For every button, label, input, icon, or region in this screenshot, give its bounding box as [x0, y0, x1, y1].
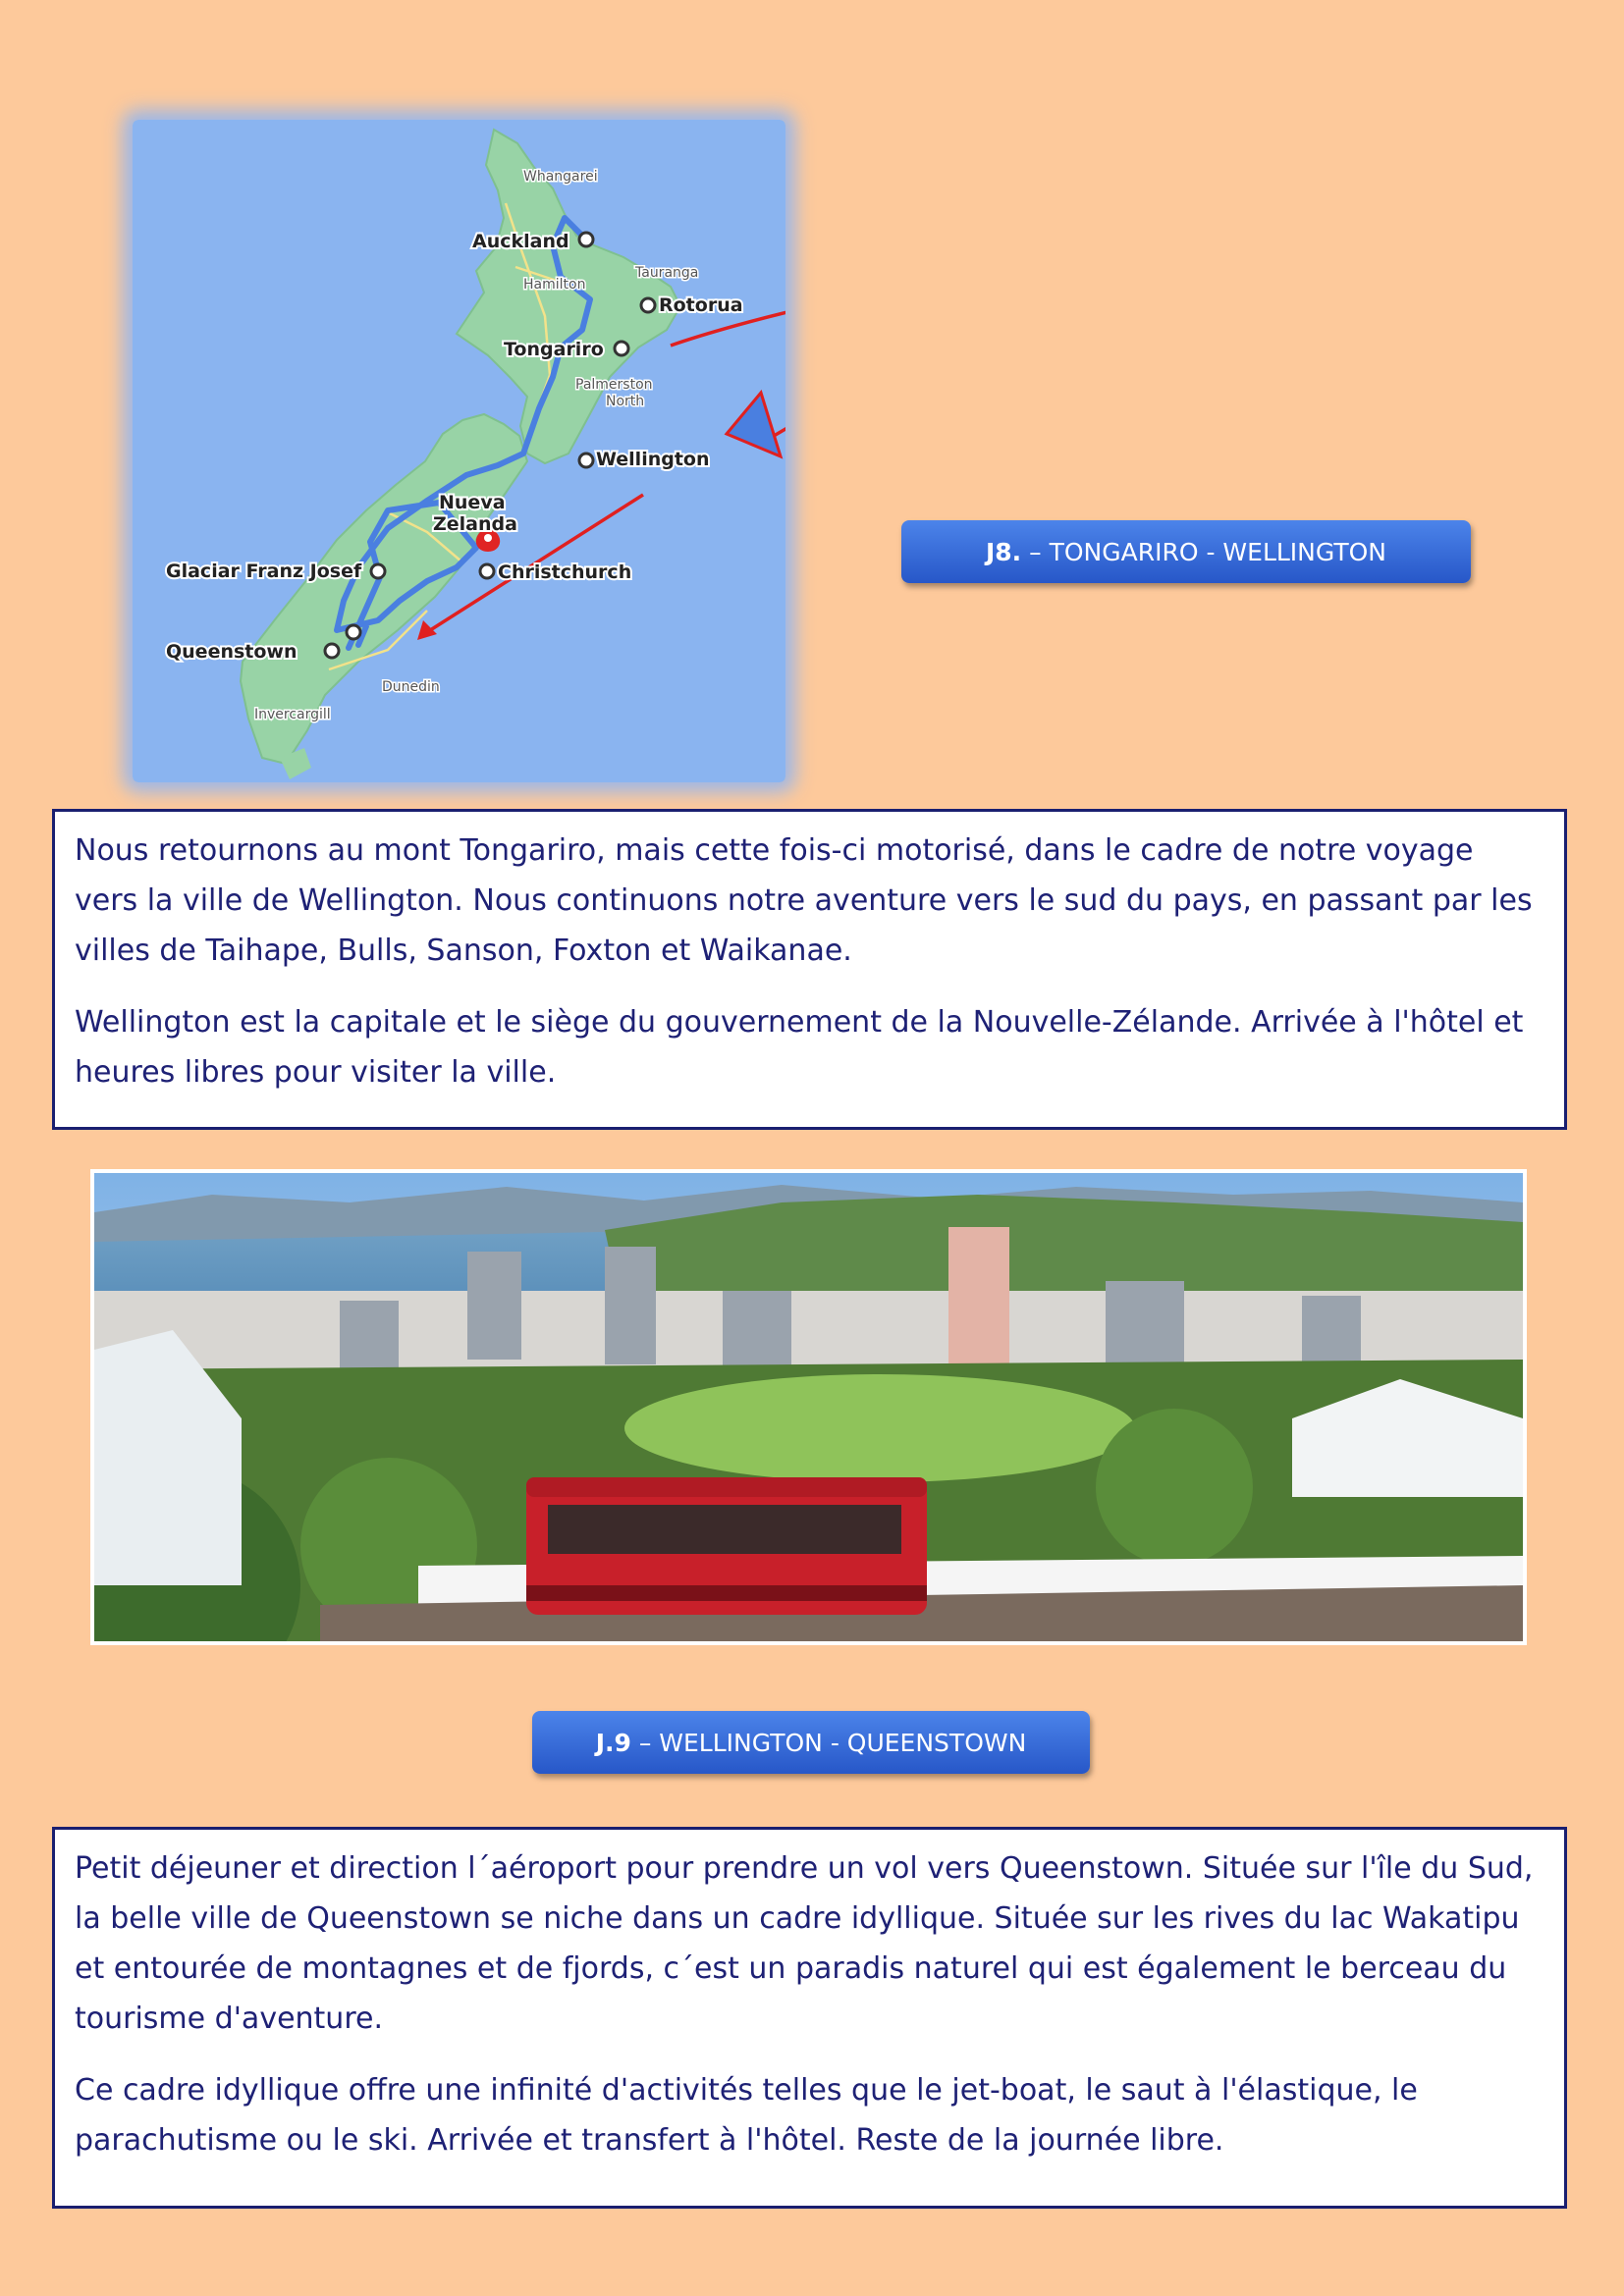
day-8-separator: – — [1021, 537, 1050, 566]
day-9-separator: – — [630, 1728, 660, 1757]
map-label-tongariro: Tongariro — [504, 339, 604, 360]
day-9-code: J.9 — [595, 1728, 631, 1757]
photo-illustration — [94, 1173, 1523, 1641]
map-label-north: North — [606, 394, 645, 409]
day-9-paragraph-1: Petit déjeuner et direction l´aéroport pour prendre un vol vers Queenstown. Située sur l'île du Sud, la belle ville de Queenstown se niche dans un cadre idyllique. Située sur les rives du lac Wakatipu et entourée de montagnes et de fjords, c´est un paradis naturel qui est également le berceau du tourisme d'aventure. — [75, 1851, 1534, 2036]
day-9-description — [52, 1827, 1567, 2209]
map-label-franz-josef: Glaciar Franz Josef — [166, 561, 362, 582]
map-label-rotorua: Rotorua — [659, 294, 743, 316]
map-label-invercargill: Invercargill — [254, 707, 331, 722]
map-label-queenstown: Queenstown — [166, 641, 298, 663]
day-8-route: TONGARIRO - WELLINGTON — [1049, 537, 1387, 566]
map-label-country-2: Zelanda — [433, 513, 517, 535]
cable-car — [526, 1477, 927, 1615]
map-label-christchurch: Christchurch — [498, 561, 632, 583]
day-8-paragraph-1: Nous retournons au mont Tongariro, mais cette fois-ci motorisé, dans le cadre de notre voyage vers la ville de Wellington. Nous continuons notre aventure vers le sud du pays, en passant par les villes de Taihape, Bulls, Sanson, Foxton et Waikanae. — [75, 833, 1533, 968]
map-label-country-1: Nueva — [439, 492, 506, 513]
day-9-badge — [532, 1711, 1090, 1774]
day-9-route: WELLINGTON - QUEENSTOWN — [659, 1728, 1027, 1757]
map-label-wellington: Wellington — [596, 449, 710, 470]
map-label-palmerston: Palmerston — [575, 377, 653, 393]
map-label-hamilton: Hamilton — [523, 277, 586, 293]
day-8-badge — [901, 520, 1471, 583]
map-label-whangarei: Whangarei — [523, 169, 598, 185]
map-label-auckland: Auckland — [472, 231, 569, 252]
map-label-dunedin: Dunedin — [382, 679, 440, 695]
day-9-paragraph-2: Ce cadre idyllique offre une infinité d'activités telles que le jet-boat, le saut à l'élastique, le parachutisme ou le ski. Arrivée et transfert à l'hôtel. Reste de la journée libre. — [75, 2073, 1418, 2158]
map-label-tauranga: Tauranga — [635, 265, 699, 281]
day-8-code: J8. — [985, 537, 1022, 566]
wellington-cable-car-photo — [90, 1169, 1527, 1645]
day-8-paragraph-2: Wellington est la capitale et le siège du gouvernement de la Nouvelle-Zélande. Arrivée à l'hôtel et heures libres pour visiter la ville. — [75, 1005, 1524, 1090]
new-zealand-map — [133, 120, 785, 782]
park-field — [624, 1374, 1135, 1482]
route-map — [133, 120, 785, 782]
day-8-description — [52, 809, 1567, 1130]
